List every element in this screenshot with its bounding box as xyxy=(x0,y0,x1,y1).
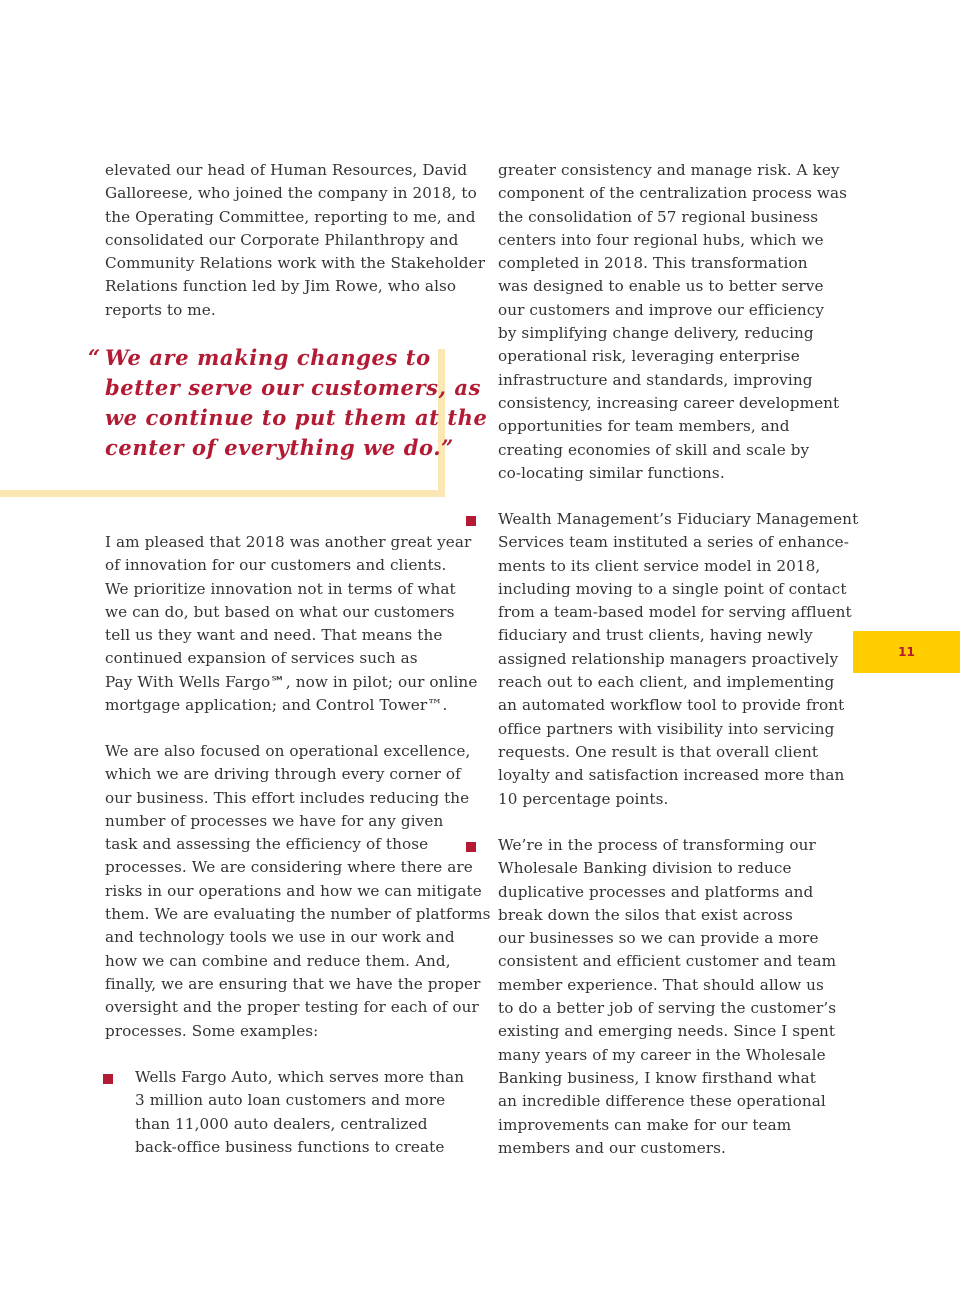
text-line: Pay With Wells Fargo℠, now in pilot; our online xyxy=(105,672,478,691)
text-line: member experience. That should allow us xyxy=(498,975,824,994)
text-line: 10 percentage points. xyxy=(498,789,669,808)
text-line: back-office business functions to create xyxy=(135,1137,445,1156)
text-line: Banking business, I know firsthand what xyxy=(498,1068,816,1087)
text-line: processes. Some examples: xyxy=(105,1021,319,1040)
text-line: infrastructure and standards, improving xyxy=(498,370,813,389)
text-line: Community Relations work with the Stakeholder xyxy=(105,254,486,273)
text-line: an automated workflow tool to provide front xyxy=(498,696,845,715)
text-line: than 11,000 auto dealers, centralized xyxy=(135,1114,428,1133)
text-line: existing and emerging needs. Since I spent xyxy=(498,1022,836,1041)
text-line: continued expansion of services such as xyxy=(105,649,418,668)
text-line: co-locating similar functions. xyxy=(498,463,725,482)
text-line: break down the silos that exist across xyxy=(498,905,793,924)
page-number: 11 xyxy=(898,645,915,659)
text-line: centers into four regional hubs, which we xyxy=(498,230,824,249)
text-line: from a team-based model for serving affluent xyxy=(498,603,852,622)
text-line: members and our customers. xyxy=(498,1138,726,1157)
innovation-paragraph xyxy=(105,531,478,717)
pull-quote-line: center of everything we do.” xyxy=(105,435,454,460)
text-line: elevated our head of Human Resources, David xyxy=(105,161,468,179)
text-line: Wholesale Banking division to reduce xyxy=(498,859,792,878)
text-line: reach out to each client, and implementing xyxy=(498,673,835,692)
text-line: and technology tools we use in our work and xyxy=(105,928,455,947)
text-line: ments to its client service model in 2018, xyxy=(498,556,821,575)
pull-quote-line: We are making changes to xyxy=(105,345,431,370)
text-line: the consolidation of 57 regional business xyxy=(498,207,819,226)
text-line: oversight and the proper testing for each of our xyxy=(105,998,479,1017)
text-line: We’re in the process of transforming our xyxy=(498,836,816,854)
wealth-bullet-item xyxy=(498,508,859,811)
text-line: 3 million auto loan customers and more xyxy=(135,1091,446,1110)
text-line: mortgage application; and Control Tower™. xyxy=(105,696,448,715)
pull-quote-line: we continue to put them at the xyxy=(105,405,488,430)
text-line: consolidated our Corporate Philanthropy and xyxy=(105,230,459,249)
text-line: risks in our operations and how we can mitigate xyxy=(105,881,482,900)
text-line: our businesses so we can provide a more xyxy=(498,929,819,948)
text-line: creating economies of skill and scale by xyxy=(498,440,810,459)
text-line: including moving to a single point of contact xyxy=(498,579,847,598)
text-line: duplicative processes and platforms and xyxy=(498,882,814,901)
pull-quote xyxy=(105,343,488,463)
text-line: of innovation for our customers and clients. xyxy=(105,556,447,575)
text-line: We prioritize innovation not in terms of what xyxy=(105,579,456,598)
text-line: we can do, but based on what our customers xyxy=(105,602,455,621)
text-line: consistency, increasing career development xyxy=(498,393,840,412)
text-line: Relations function led by Jim Rowe, who also xyxy=(105,277,457,296)
text-line: Services team instituted a series of enhance- xyxy=(498,533,849,552)
bullet-marker xyxy=(466,516,476,526)
text-line: component of the centralization process was xyxy=(498,184,848,203)
text-line: how we can combine and reduce them. And, xyxy=(105,951,451,970)
text-line: by simplifying change delivery, reducing xyxy=(498,324,814,343)
text-line: an incredible difference these operational xyxy=(498,1092,826,1111)
text-line: was designed to enable us to better serve xyxy=(498,277,824,296)
text-line: office partners with visibility into servicing xyxy=(498,719,835,738)
continuation-paragraph xyxy=(498,159,848,485)
text-line: Wealth Management’s Fiduciary Management xyxy=(498,510,859,528)
operations-paragraph xyxy=(105,740,491,1043)
text-line: loyalty and satisfaction increased more than xyxy=(498,766,845,785)
text-line: completed in 2018. This transformation xyxy=(498,254,808,273)
text-line: operational risk, leveraging enterprise xyxy=(498,347,800,366)
text-line: task and assessing the efficiency of those xyxy=(105,835,429,854)
text-line: improvements can make for our team xyxy=(498,1115,792,1134)
text-line: to do a better job of serving the customer’s xyxy=(498,999,837,1018)
text-line: processes. We are considering where there are xyxy=(105,858,473,877)
text-line: our customers and improve our efficiency xyxy=(498,300,825,319)
intro-paragraph xyxy=(105,159,486,322)
text-line: greater consistency and manage risk. A key xyxy=(498,161,840,179)
text-line: our business. This effort includes reducing the xyxy=(105,788,470,807)
auto-bullet-item xyxy=(135,1066,465,1159)
text-line: finally, we are ensuring that we have the proper xyxy=(105,974,481,993)
text-line: Wells Fargo Auto, which serves more than xyxy=(135,1068,465,1086)
wholesale-bullet-item xyxy=(498,834,837,1160)
text-line: the Operating Committee, reporting to me, and xyxy=(105,207,476,226)
text-line: them. We are evaluating the number of platforms xyxy=(105,905,491,924)
text-line: which we are driving through every corner of xyxy=(105,765,461,784)
text-line: assigned relationship managers proactively xyxy=(498,649,839,668)
text-line: Galloreese, who joined the company in 2018, to xyxy=(105,184,477,203)
text-line: fiduciary and trust clients, having newly xyxy=(498,626,813,645)
text-line: opportunities for team members, and xyxy=(498,417,790,436)
text-line: number of processes we have for any given xyxy=(105,811,444,830)
text-line: We are also focused on operational excellence, xyxy=(105,742,471,760)
bullet-marker xyxy=(466,842,476,852)
text-line: consistent and efficient customer and team xyxy=(498,952,837,971)
text-line: reports to me. xyxy=(105,300,216,319)
bullet-marker xyxy=(103,1074,113,1084)
page-number-tab xyxy=(853,631,960,673)
text-line: requests. One result is that overall client xyxy=(498,742,819,761)
text-line: tell us they want and need. That means the xyxy=(105,626,443,645)
pull-quote-line: better serve our customers, as xyxy=(105,375,482,400)
text-line: many years of my career in the Wholesale xyxy=(498,1045,826,1064)
quote-mark: “ xyxy=(88,345,101,370)
text-line: I am pleased that 2018 was another great year xyxy=(105,533,472,551)
